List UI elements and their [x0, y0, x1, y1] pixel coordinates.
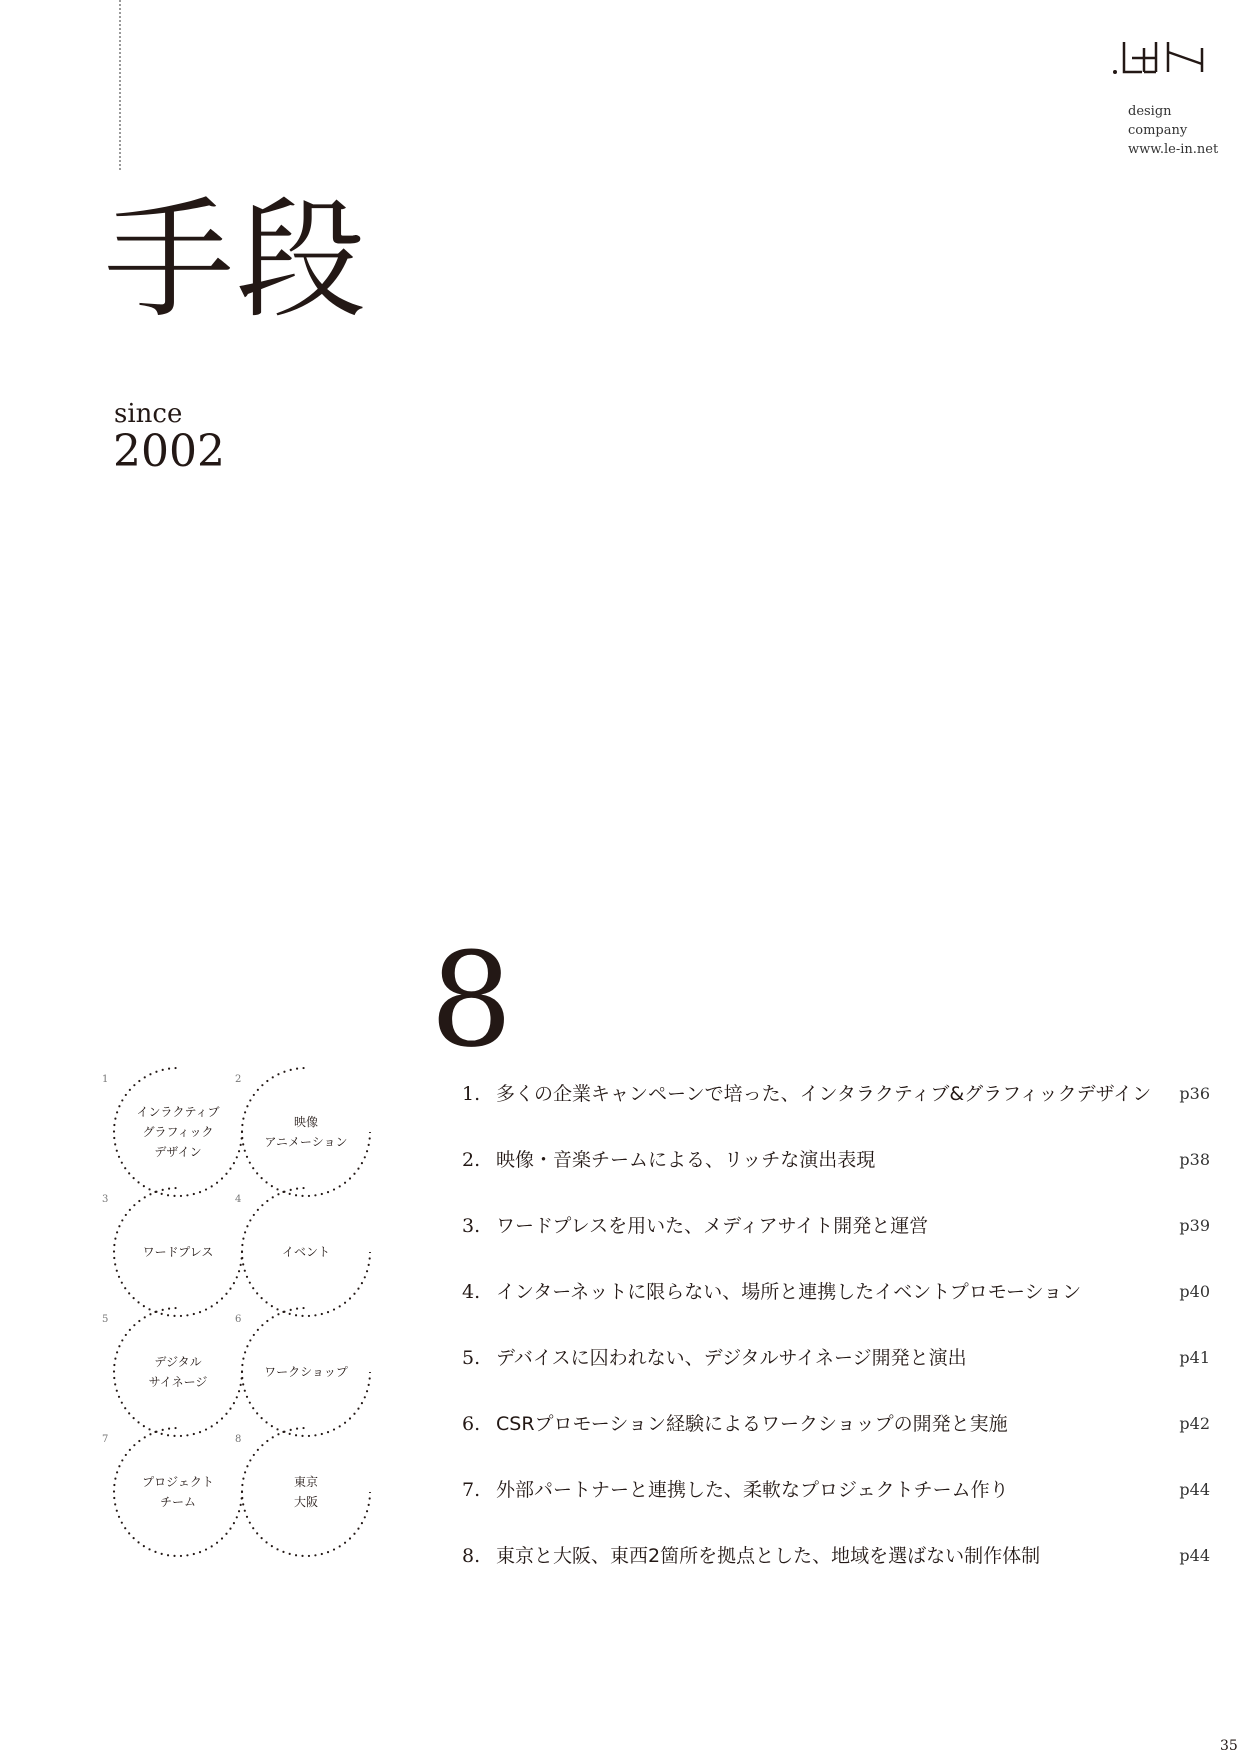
item-number: 7.: [462, 1479, 481, 1501]
item-text: 映像・音楽チームによる、リッチな演出表現: [496, 1149, 876, 1171]
circle-label: デジタル: [154, 1355, 202, 1369]
circle-label: 東京: [293, 1475, 319, 1489]
page-title: 手段: [104, 184, 369, 336]
circle-number: 8: [235, 1434, 242, 1445]
item-page-ref: p40: [1179, 1282, 1210, 1301]
item-number: 6.: [462, 1413, 481, 1435]
circle-label: グラフィック: [142, 1125, 214, 1139]
item-page-ref: p44: [1179, 1480, 1210, 1499]
item-page-ref: p44: [1179, 1546, 1210, 1565]
list-item: [458, 1146, 1218, 1212]
since-year: 2002: [113, 426, 225, 477]
list-item: [458, 1278, 1218, 1344]
dotted-rule: [119, 0, 121, 170]
circle-number: 4: [235, 1194, 242, 1205]
company-tagline: [1128, 102, 1218, 159]
list-item: [458, 1476, 1218, 1542]
circle-label: イベント: [281, 1245, 331, 1259]
item-text: CSRプロモーション経験によるワークショップの開発と実施: [496, 1413, 1008, 1435]
circle-label: 映像: [293, 1115, 319, 1129]
capabilities-circle-diagram: [100, 1060, 400, 1590]
circle-number: 1: [102, 1074, 109, 1085]
item-page-ref: p41: [1179, 1348, 1210, 1367]
list-item: [458, 1410, 1218, 1476]
item-number: 2.: [462, 1149, 481, 1171]
item-text: インターネットに限らない、場所と連携したイベントプロモーション: [496, 1281, 1082, 1303]
list-item: [458, 1212, 1218, 1278]
item-number: 8.: [462, 1545, 481, 1567]
circle-number: 3: [102, 1194, 109, 1205]
dotted-circle: [114, 1308, 242, 1436]
circle-label: 大阪: [293, 1495, 319, 1509]
item-number: 4.: [462, 1281, 481, 1303]
circle-label: プロジェクト: [142, 1475, 214, 1489]
dotted-circle: [114, 1428, 242, 1556]
tagline-line: company: [1128, 123, 1188, 138]
circle-number: 7: [102, 1434, 109, 1445]
dotted-circle: [242, 1068, 370, 1196]
circle-label: ワードプレス: [142, 1245, 214, 1259]
circle-label: インラクティブ: [136, 1105, 220, 1119]
circle-label: サイネージ: [148, 1375, 208, 1389]
circle-number: 2: [235, 1074, 242, 1085]
item-number: 1.: [462, 1083, 481, 1105]
list-item: [458, 1344, 1218, 1410]
circle-label: ワークショップ: [264, 1365, 348, 1379]
item-text: 東京と大阪、東西2箇所を拠点とした、地域を選ばない制作体制: [496, 1545, 1041, 1567]
page-number: 35: [1220, 1738, 1238, 1754]
dotted-circle: [242, 1428, 370, 1556]
lein-logo: [1112, 40, 1212, 80]
circle-label: チーム: [159, 1495, 197, 1509]
item-page-ref: p39: [1179, 1216, 1210, 1235]
item-number: 5.: [462, 1347, 481, 1369]
count-numeral: 8: [430, 924, 513, 1076]
item-text: デバイスに囚われない、デジタルサイネージ開発と演出: [496, 1347, 967, 1369]
tagline-line: design: [1128, 104, 1172, 119]
capabilities-list: [458, 1080, 1218, 1608]
list-item: [458, 1542, 1218, 1608]
item-page-ref: p38: [1179, 1150, 1210, 1169]
item-number: 3.: [462, 1215, 481, 1237]
since-label: since: [114, 399, 183, 429]
item-text: ワードプレスを用いた、メディアサイト開発と運営: [496, 1215, 929, 1237]
circle-number: 6: [235, 1314, 242, 1325]
circle-number: 5: [102, 1314, 109, 1325]
item-page-ref: p42: [1179, 1414, 1210, 1433]
list-item: [458, 1080, 1218, 1146]
circle-label: アニメーション: [264, 1135, 348, 1149]
circle-label: デザイン: [154, 1145, 202, 1159]
website-url: www.le-in.net: [1128, 142, 1219, 157]
item-text: 多くの企業キャンペーンで培った、インタラクティブ&グラフィックデザイン: [496, 1083, 1152, 1105]
item-page-ref: p36: [1179, 1084, 1210, 1103]
item-text: 外部パートナーと連携した、柔軟なプロジェクトチーム作り: [496, 1479, 1009, 1501]
